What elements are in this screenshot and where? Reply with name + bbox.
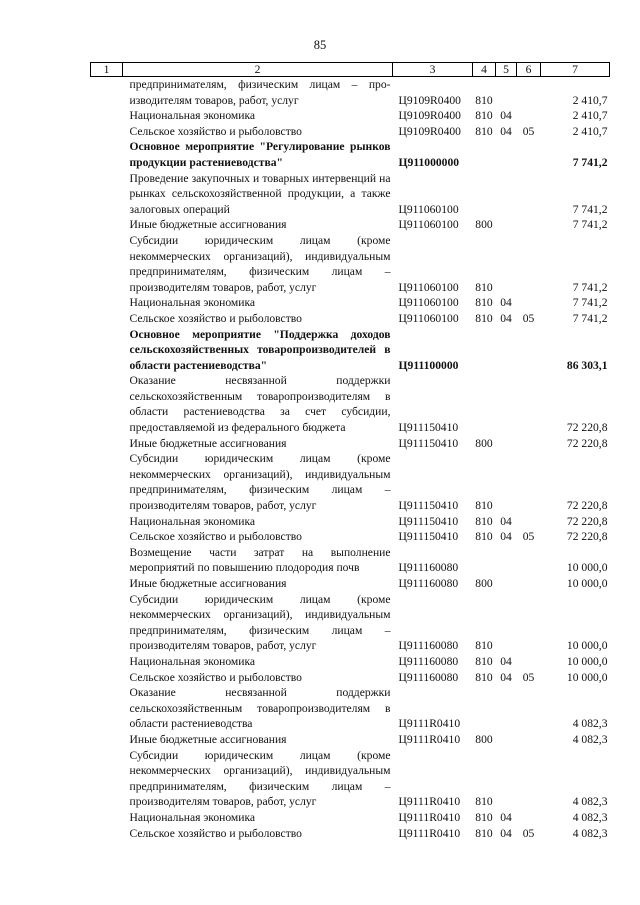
row-section: 04 [500,654,512,668]
row-target-code: Ц911060100 [398,296,459,310]
row-amount: 7 741,2 [572,311,608,325]
row-target-code: Ц911150410 [398,436,459,450]
row-target-code: Ц911150410 [398,514,459,528]
table-row [91,654,610,670]
row-description: предпринимателям, физическим лицам – про-изводителям товаров, работ, услуг [129,78,391,107]
row-subsection [517,436,541,452]
row-expense-type: 800 [475,732,493,746]
table-row [91,732,610,748]
row-amount: 7 741,2 [572,155,608,169]
table-row [91,295,610,311]
row-section [496,592,517,654]
row-index-cell [91,732,123,748]
row-subsection [517,685,541,732]
row-expense-type: 810 [475,810,493,824]
row-section [496,545,517,576]
row-target-code: Ц911060100 [398,280,459,294]
row-section [496,576,517,592]
row-section: 04 [500,109,512,123]
row-index-cell [91,810,123,826]
row-expense-type: 810 [475,296,493,310]
row-index-cell [91,139,123,170]
row-subsection [517,748,541,810]
row-description: Субсидии юридическим лицам (кроме некоммерческих организаций), индивидуальным предпринимателям, физическим лицам – производителям товаров, работ, услуг [129,748,391,809]
column-header: 7 [541,63,610,77]
table-row [91,592,610,654]
row-index-cell [91,295,123,311]
row-subsection [517,233,541,295]
row-section: 04 [500,514,512,528]
row-description: Национальная экономика [129,810,256,824]
row-subsection: 05 [522,826,535,840]
row-section [496,451,517,513]
column-header: 1 [91,63,123,77]
row-subsection [517,576,541,592]
page-number: 85 [313,38,327,52]
table-row [91,826,610,842]
row-expense-type: 810 [475,530,493,544]
column-header: 4 [473,63,496,77]
row-target-code: Ц9111R0410 [398,717,461,731]
row-expense-type: 810 [475,514,493,528]
row-subsection: 05 [522,311,535,325]
row-subsection [517,139,541,170]
column-header-row [91,63,610,77]
row-amount: 2 410,7 [572,124,608,138]
row-index-cell [91,233,123,295]
row-description: Иные бюджетные ассигнования [129,436,287,450]
row-index-cell [91,217,123,233]
row-subsection: 05 [522,530,535,544]
table-row [91,108,610,124]
row-index-cell [91,327,123,374]
row-amount: 2 410,7 [572,93,608,107]
row-index-cell [91,748,123,810]
row-section: 04 [500,810,512,824]
row-subsection [517,545,541,576]
row-expense-type: 810 [475,654,493,668]
table-row [91,327,610,374]
row-description: Иные бюджетные ассигнования [129,218,287,232]
row-subsection [517,451,541,513]
row-amount: 10 000,0 [566,639,608,653]
row-index-cell [91,108,123,124]
row-amount: 4 082,3 [572,795,608,809]
row-section [496,77,517,109]
row-subsection [517,654,541,670]
row-index-cell [91,592,123,654]
row-section [496,171,517,218]
row-description: Возмещение части затрат на выполнение мероприятий по повышению плодородия почв [129,545,391,575]
row-description: Субсидии юридическим лицам (кроме некоммерческих организаций), индивидуальным предпринимателям, физическим лицам – производителям товаров, работ, услуг [129,233,391,294]
column-header: 5 [496,63,517,77]
table-row [91,514,610,530]
row-index-cell [91,685,123,732]
row-section [496,373,517,435]
row-description: Основное мероприятие "Поддержка доходов сельскохозяйственных товаропроизводителей в области растениеводства" [129,327,391,372]
row-expense-type: 810 [475,311,493,325]
row-target-code: Ц911150410 [398,421,459,435]
row-description: Национальная экономика [129,109,256,123]
row-section [496,233,517,295]
row-subsection [517,77,541,109]
row-amount: 7 741,2 [572,218,608,232]
column-header: 6 [517,63,541,77]
row-expense-type: 810 [475,499,493,513]
row-subsection [517,295,541,311]
row-section [496,139,517,170]
row-amount: 72 220,8 [566,499,608,513]
row-subsection [517,108,541,124]
column-header: 2 [123,63,393,77]
row-expense-type: 810 [475,109,493,123]
row-subsection [517,373,541,435]
table-row [91,748,610,810]
row-amount: 72 220,8 [566,436,608,450]
row-target-code: Ц9111R0410 [398,732,461,746]
row-index-cell [91,124,123,140]
row-amount: 10 000,0 [566,654,608,668]
table-row [91,576,610,592]
row-expense-type: 810 [475,639,493,653]
row-target-code: Ц9109R0400 [398,109,461,123]
row-amount: 4 082,3 [572,810,608,824]
row-target-code: Ц911150410 [398,530,459,544]
row-section: 04 [500,670,512,684]
row-expense-type: 810 [475,795,493,809]
table-row [91,373,610,435]
row-expense-type: 810 [475,826,493,840]
row-subsection [517,592,541,654]
row-amount: 7 741,2 [572,202,608,216]
row-description: Сельское хозяйство и рыболовство [129,530,302,544]
row-amount: 72 220,8 [566,421,608,435]
row-expense-type [473,373,496,435]
row-target-code: Ц911000000 [398,155,460,169]
budget-table [90,62,610,841]
row-index-cell [91,77,123,109]
row-expense-type [473,171,496,218]
row-target-code: Ц911160080 [398,654,459,668]
row-index-cell [91,171,123,218]
table-row [91,685,610,732]
row-subsection [517,327,541,374]
row-description: Сельское хозяйство и рыболовство [129,124,302,138]
row-section: 04 [500,530,512,544]
row-index-cell [91,654,123,670]
row-section [496,685,517,732]
table-row [91,311,610,327]
row-description: Иные бюджетные ассигнования [129,577,287,590]
row-section: 04 [500,296,512,310]
row-expense-type [473,139,496,170]
row-amount: 4 082,3 [572,732,608,746]
row-index-cell [91,576,123,592]
table-row [91,171,610,218]
row-target-code: Ц911160080 [398,639,459,653]
row-target-code: Ц9111R0410 [398,810,461,824]
row-amount: 86 303,1 [566,358,608,372]
row-expense-type: 800 [475,577,493,590]
row-target-code: Ц911060100 [398,311,459,325]
row-target-code: Ц911150410 [398,499,459,513]
row-expense-type [473,545,496,576]
column-header: 3 [393,63,473,77]
row-index-cell [91,529,123,545]
row-expense-type [473,685,496,732]
row-expense-type [473,327,496,374]
row-target-code: Ц911160080 [398,577,459,590]
table-row [91,529,610,545]
row-index-cell [91,670,123,686]
row-index-cell [91,311,123,327]
row-amount: 72 220,8 [566,530,608,544]
row-target-code: Ц9111R0410 [398,826,461,840]
row-description: Иные бюджетные ассигнования [129,732,287,746]
row-section [496,217,517,233]
row-section: 04 [500,826,512,840]
row-amount: 72 220,8 [566,514,608,528]
row-expense-type: 800 [475,436,493,450]
row-target-code: Ц9111R0410 [398,795,461,809]
row-target-code: Ц911060100 [398,218,459,232]
row-expense-type: 800 [475,218,493,232]
row-description: Оказание несвязанной поддержки сельскохозяйственным товаропроизводителям в области растениеводства за счет субсидии, предоставляемой из федерального бюджета [129,374,391,435]
row-index-cell [91,826,123,842]
row-amount: 4 082,3 [572,826,608,840]
row-description: Оказание несвязанной поддержки сельскохозяйственным товаропроизводителям в области растениеводства [129,686,391,731]
row-subsection: 05 [522,670,535,684]
table-row [91,124,610,140]
row-amount: 4 082,3 [572,717,608,731]
row-section: 04 [500,124,512,138]
row-amount: 7 741,2 [572,280,608,294]
row-target-code: Ц9109R0400 [398,124,461,138]
row-subsection [517,217,541,233]
table-row [91,670,610,686]
row-target-code: Ц911160080 [398,670,459,684]
table-row [91,233,610,295]
row-expense-type: 810 [475,93,493,107]
table-row [91,451,610,513]
row-description: Сельское хозяйство и рыболовство [129,670,302,684]
table-row [91,810,610,826]
row-subsection: 05 [522,124,535,138]
row-description: Основное мероприятие "Регулирование рынков продукции растениеводства" [129,140,391,169]
row-description: Проведение закупочных и товарных интервенций на рынках сельскохозяйственной продукции, а также залоговых операций [129,171,391,216]
row-expense-type: 810 [475,670,493,684]
row-expense-type: 810 [475,280,493,294]
row-section: 04 [500,311,512,325]
row-description: Сельское хозяйство и рыболовство [129,826,302,840]
row-description: Субсидии юридическим лицам (кроме некоммерческих организаций), индивидуальным предпринимателям, физическим лицам – производителям товаров, работ, услуг [129,592,391,653]
row-expense-type: 810 [475,124,493,138]
table-row [91,436,610,452]
row-amount: 10 000,0 [566,670,608,684]
table-row [91,139,610,170]
row-subsection [517,732,541,748]
table-row [91,217,610,233]
table-row [91,77,610,109]
row-target-code: Ц9109R0400 [398,93,461,107]
row-section [496,327,517,374]
row-subsection [517,810,541,826]
row-description: Субсидии юридическим лицам (кроме некоммерческих организаций), индивидуальным предпринимателям, физическим лицам – производителям товаров, работ, услуг [129,452,391,513]
row-index-cell [91,514,123,530]
row-index-cell [91,545,123,576]
row-subsection [517,171,541,218]
row-section [496,436,517,452]
row-description: Национальная экономика [129,296,256,310]
row-description: Национальная экономика [129,654,256,668]
row-amount: 10 000,0 [566,561,608,575]
row-index-cell [91,373,123,435]
row-index-cell [91,451,123,513]
row-description: Национальная экономика [129,514,256,528]
row-description: Сельское хозяйство и рыболовство [129,311,302,325]
table-row [91,545,610,576]
row-target-code: Ц911060100 [398,202,459,216]
row-index-cell [91,436,123,452]
row-target-code: Ц911160080 [398,561,459,575]
row-amount: 2 410,7 [572,109,608,123]
row-subsection [517,514,541,530]
row-section [496,732,517,748]
row-amount: 7 741,2 [572,296,608,310]
row-amount: 10 000,0 [566,577,608,590]
row-target-code: Ц911100000 [398,358,459,372]
row-section [496,748,517,810]
